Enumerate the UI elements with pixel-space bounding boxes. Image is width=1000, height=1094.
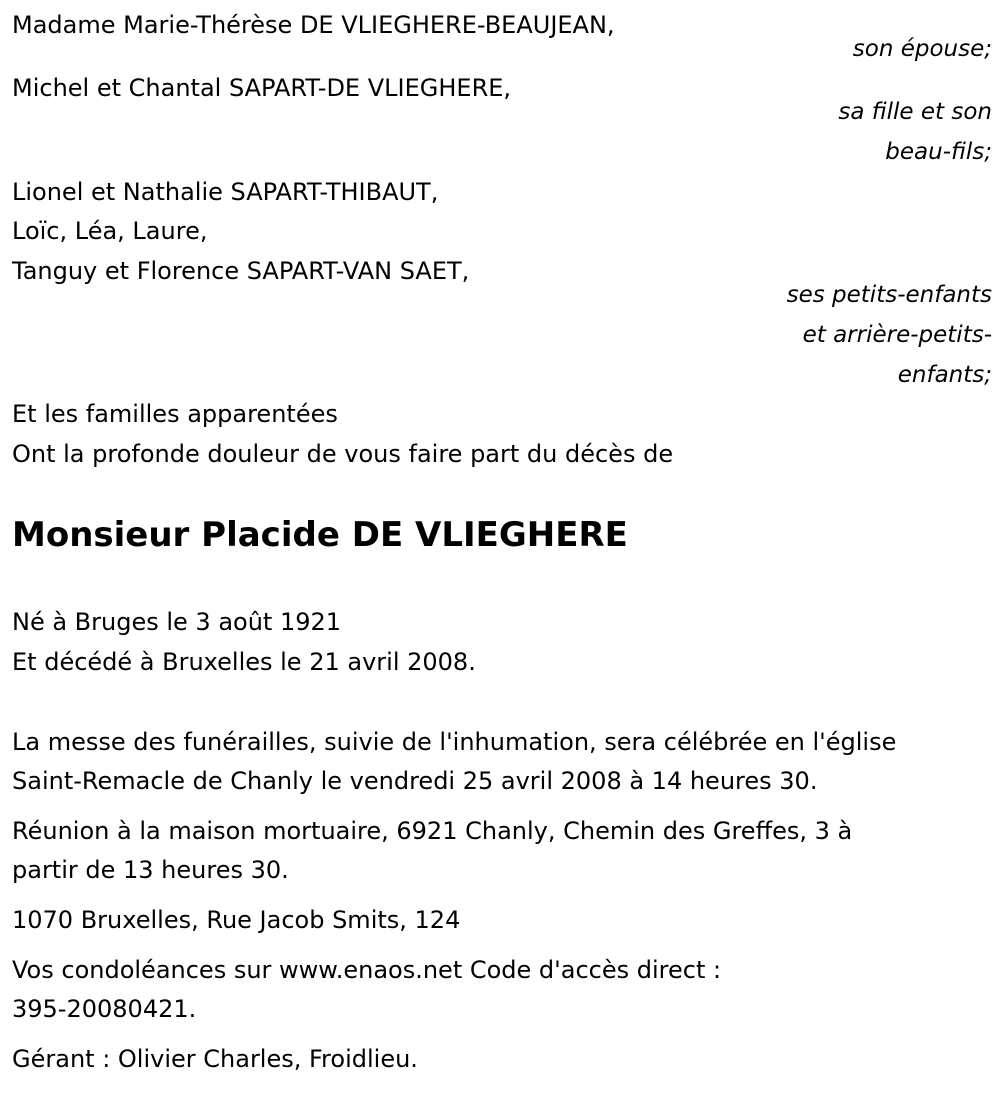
grandchildren-line-1: Lionel et Nathalie SAPART-THIBAUT, (12, 178, 439, 206)
spouse-role: son épouse; (852, 36, 992, 62)
spouse-name: Madame Marie-Thérèse DE VLIEGHERE-BEAUJEAN, (12, 11, 615, 39)
death-line: Et décédé à Bruxelles le 21 avril 2008. (12, 648, 476, 676)
daughter-role-line-1: sa fille et son (838, 99, 992, 125)
condolences-line-2: 395-20080421. (12, 995, 197, 1023)
daughter-role-line-2: beau-fils; (885, 139, 992, 165)
grandchildren-role-line-1: ses petits-enfants (786, 282, 992, 308)
condolences-line-1: Vos condoléances sur www.enaos.net Code d'accès direct : (12, 956, 722, 984)
gathering-line-2: partir de 13 heures 30. (12, 856, 289, 884)
grandchildren-role-line-2: et arrière-petits- (802, 322, 992, 348)
daughter-names: Michel et Chantal SAPART-DE VLIEGHERE, (12, 74, 512, 102)
funeral-line-1: La messe des funérailles, suivie de l'inhumation, sera célébrée en l'église (12, 728, 897, 756)
funeral-line-2: Saint-Remacle de Chanly le vendredi 25 avril 2008 à 14 heures 30. (12, 767, 818, 795)
address-line: 1070 Bruxelles, Rue Jacob Smits, 124 (12, 906, 461, 934)
deceased-name: Monsieur Placide DE VLIEGHERE (12, 515, 628, 555)
gathering-line-1: Réunion à la maison mortuaire, 6921 Chanly, Chemin des Greffes, 3 à (12, 817, 853, 845)
grandchildren-role-line-3: enfants; (897, 362, 992, 388)
manager-line: Gérant : Olivier Charles, Froidlieu. (12, 1045, 418, 1073)
announcement-line: Ont la profonde douleur de vous faire part du décès de (12, 440, 674, 468)
relatives-line: Et les familles apparentées (12, 400, 338, 428)
grandchildren-line-2: Loïc, Léa, Laure, (12, 217, 208, 245)
birth-line: Né à Bruges le 3 août 1921 (12, 608, 342, 636)
grandchildren-line-3: Tanguy et Florence SAPART-VAN SAET, (12, 257, 470, 285)
